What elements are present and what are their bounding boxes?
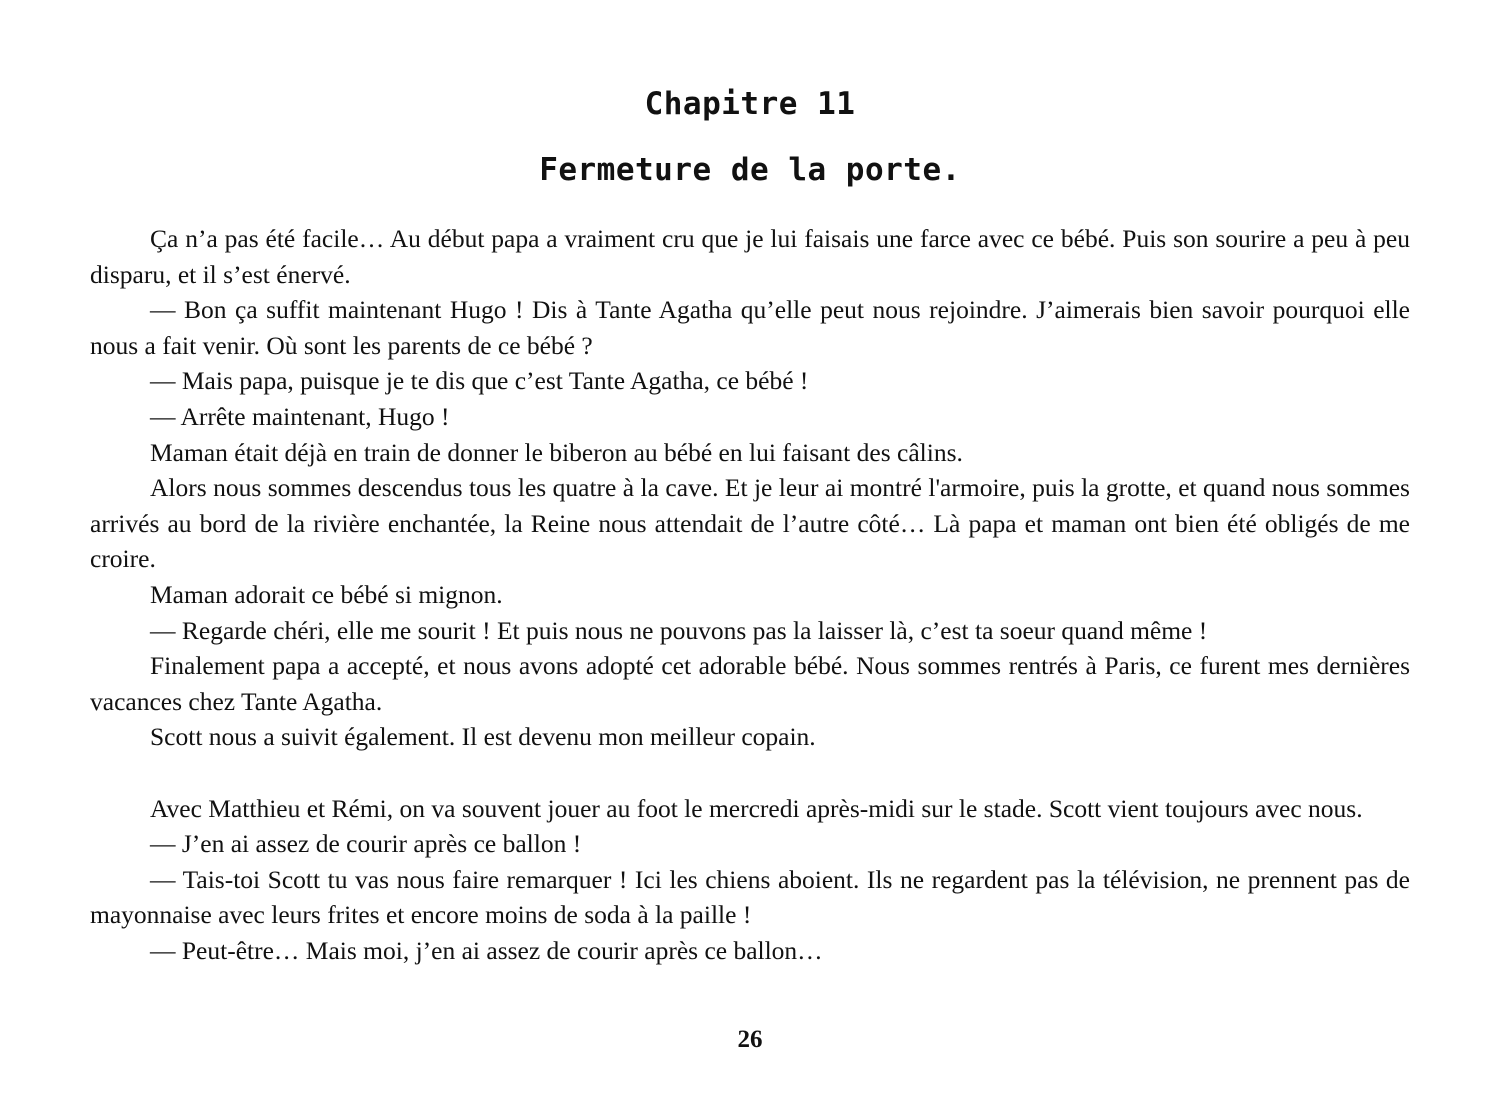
paragraph: Avec Matthieu et Rémi, on va souvent jouer au foot le mercredi après-midi sur le stade. Scott vient toujours avec nous. <box>150 793 1363 823</box>
paragraph: — Peut-être… Mais moi, j’en ai assez de courir après ce ballon… <box>150 935 823 965</box>
paragraph: — J’en ai assez de courir après ce ballon ! <box>150 829 582 859</box>
paragraph: Maman était déjà en train de donner le biberon au bébé en lui faisant des câlins. <box>150 437 963 467</box>
paragraph: — Regarde chéri, elle me sourit ! Et puis nous ne pouvons pas la laisser là, c’est ta soeur quand même ! <box>150 615 1208 645</box>
paragraph: Alors nous sommes descendus tous les quatre à la cave. Et je leur ai montré l'armoire, puis la grotte, et quand nous sommes arrivés au bord de la rivière enchantée, la Reine nous attendait de l’autre côté… Là papa et maman ont bien été obligés de me croire. <box>90 473 1410 574</box>
paragraph: Scott nous a suivit également. Il est devenu mon meilleur copain. <box>150 722 816 752</box>
paragraph: Maman adorait ce bébé si mignon. <box>150 579 503 609</box>
paragraph: Ça n’a pas été facile… Au début papa a vraiment cru que je lui faisais une farce avec ce bébé. Puis son sourire a peu à peu disparu, et il s’est énervé. <box>90 224 1410 289</box>
paragraph: — Mais papa, puisque je te dis que c’est Tante Agatha, ce bébé ! <box>150 366 809 396</box>
chapter-title: Fermeture de la porte. <box>539 152 961 188</box>
paragraph: — Bon ça suffit maintenant Hugo ! Dis à Tante Agatha qu’elle peut nous rejoindre. J’aimerais bien savoir pourquoi elle nous a fait venir. Où sont les parents de ce bébé ? <box>90 295 1410 360</box>
paragraph: — Tais-toi Scott tu vas nous faire remarquer ! Ici les chiens aboient. Ils ne regardent pas la télévision, ne prennent pas de mayonnaise avec leurs frites et encore moins de soda à la paille ! <box>90 864 1410 930</box>
paragraph: Finalement papa a accepté, et nous avons adopté cet adorable bébé. Nous sommes rentrés à Paris, ce furent mes dernières vacances chez Tante Agatha. <box>90 651 1410 716</box>
page-number: 26 <box>737 1026 763 1053</box>
chapter-body <box>90 221 1410 968</box>
paragraph: — Arrête maintenant, Hugo ! <box>150 401 450 431</box>
chapter-number: Chapitre 11 <box>644 86 856 122</box>
